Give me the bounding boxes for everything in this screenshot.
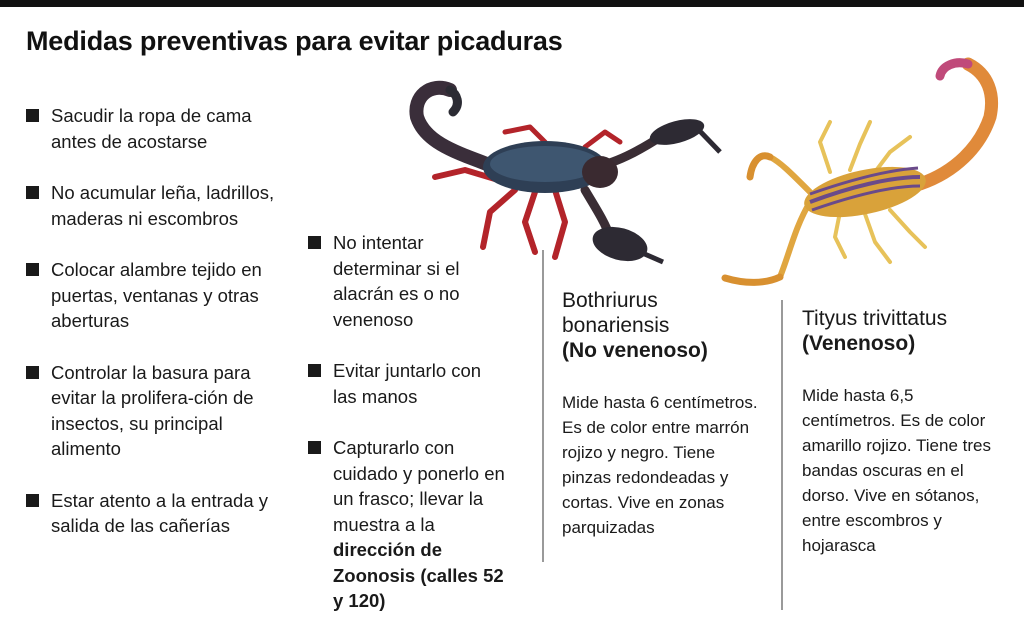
bullet-square-icon — [26, 366, 39, 379]
bullet-square-icon — [26, 263, 39, 276]
bullet-square-icon — [308, 364, 321, 377]
prevention-list-1 — [26, 103, 276, 565]
list-item: Estar atento a la entrada y salida de las cañerías — [26, 488, 276, 539]
status-label: (Venenoso) — [802, 332, 916, 355]
bullet-square-icon — [26, 109, 39, 122]
list-item: No intentar determinar si el alacrán es o no venenoso — [308, 230, 508, 332]
bullet-square-icon — [308, 236, 321, 249]
bullet-square-icon — [26, 186, 39, 199]
list-item: Controlar la basura para evitar la prolifera-ción de insectos, su principal alimento — [26, 360, 276, 462]
zoonosis-address: dirección de Zoonosis (calles 52 y 120) — [333, 539, 504, 611]
species-description-bothriurus: Mide hasta 6 centímetros. Es de color entre marrón rojizo y negro. Tiene pinzas redondeadas y cortas. Vive en zonas parquizadas — [562, 393, 758, 537]
divider-line — [542, 250, 544, 562]
bullet-square-icon — [26, 494, 39, 507]
yellow-scorpion-illustration — [710, 52, 1010, 297]
species-name-tityus: Tityus trivittatus (Venenoso) — [802, 306, 1012, 356]
divider-line — [781, 300, 783, 610]
top-bar — [0, 0, 1024, 7]
list-item: No acumular leña, ladrillos, maderas ni escombros — [26, 180, 276, 231]
list-item: Capturarlo con cuidado y ponerlo en un frasco; llevar la muestra a la dirección de Zoonosis (calles 52 y 120) — [308, 435, 508, 614]
list-item: Evitar juntarlo con las manos — [308, 358, 508, 409]
list-item: Colocar alambre tejido en puertas, ventanas y otras aberturas — [26, 257, 276, 334]
bullet-square-icon — [308, 441, 321, 454]
species-description-tityus: Mide hasta 6,5 centímetros. Es de color amarillo rojizo. Tiene tres bandas oscuras en el dorso. Vive en sótanos, entre escombros y hojarasca — [802, 386, 991, 555]
list-item: Sacudir la ropa de cama antes de acostarse — [26, 103, 276, 154]
page-title: Medidas preventivas para evitar picaduras — [26, 26, 563, 56]
species-name-bothriurus: Bothriurus bonariensis (No venenoso) — [562, 288, 762, 363]
status-label: (No venenoso) — [562, 339, 708, 362]
dark-scorpion-illustration — [395, 72, 725, 272]
prevention-list-2 — [308, 230, 508, 640]
